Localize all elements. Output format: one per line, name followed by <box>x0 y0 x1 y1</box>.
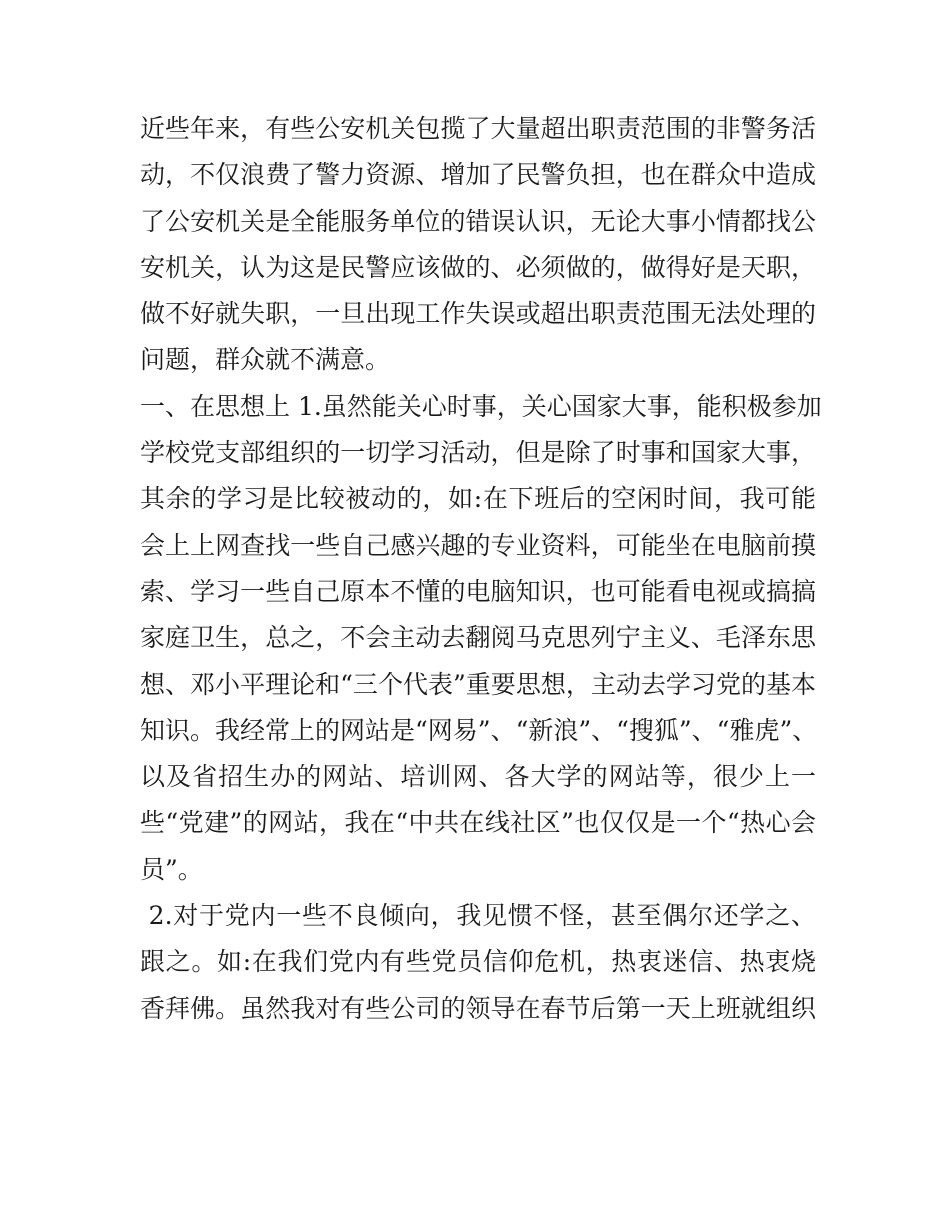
text-line: 做不好就失职，一旦出现工作失误或超出职责范围无法处理的 <box>140 299 816 329</box>
text-line: 知识。我经常上的网站是“网易”、“新浪”、“搜狐”、“雅虎”、 <box>140 715 818 745</box>
text-line: 员”。 <box>140 854 203 884</box>
text-line: 学校党支部组织的一切学习活动，但是除了时事和国家大事， <box>140 438 816 468</box>
text-line: 其余的学习是比较被动的，如:在下班后的空闲时间，我可能 <box>140 484 816 514</box>
text-line: 家庭卫生，总之，不会主动去翻阅马克思列宁主义、毛泽东思 <box>140 623 816 653</box>
text-line: 一、在思想上 1.虽然能关心时事，关心国家大事，能积极参加 <box>140 391 822 421</box>
text-line: 想、邓小平理论和“三个代表”重要思想，主动去学习党的基本 <box>140 669 816 699</box>
text-line: 香拜佛。虽然我对有些公司的领导在春节后第一天上班就组织 <box>140 993 816 1023</box>
text-line: 安机关，认为这是民警应该做的、必须做的，做得好是天职， <box>140 252 816 282</box>
text-line: 索、学习一些自己原本不懂的电脑知识，也可能看电视或搞搞 <box>140 576 816 606</box>
body-text <box>140 106 822 1032</box>
text-line: 以及省招生办的网站、培训网、各大学的网站等，很少上一 <box>140 762 816 792</box>
text-line: 了公安机关是全能服务单位的错误认识，无论大事小情都找公 <box>140 206 816 236</box>
text-line: 问题，群众就不满意。 <box>140 345 391 375</box>
text-line: 些“党建”的网站，我在“中共在线社区”也仅仅是一个“热心会 <box>140 808 816 838</box>
text-line: 2.对于党内一些不良倾向，我见惯不怪，甚至偶尔还学之、 <box>140 901 816 931</box>
text-line: 近些年来，有些公安机关包揽了大量超出职责范围的非警务活 <box>140 114 816 143</box>
text-line: 动，不仅浪费了警力资源、增加了民警负担，也在群众中造成 <box>140 160 816 190</box>
text-line: 会上上网查找一些自己感兴趣的专业资料，可能坐在电脑前摸 <box>140 530 816 560</box>
text-line: 跟之。如:在我们党内有些党员信仰危机，热衷迷信、热衷烧 <box>140 947 816 977</box>
